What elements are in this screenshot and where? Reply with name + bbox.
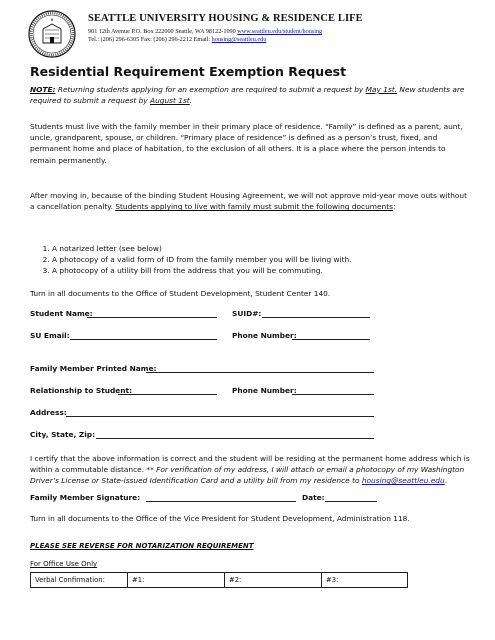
- required-documents-label: Students applying to live with family must submit the following documents: [115, 202, 393, 212]
- address-field[interactable]: [66, 416, 374, 417]
- suid-label: SUID#:: [232, 309, 262, 318]
- verification-instructions: ** For verification of my address, I will attach or email a photocopy of my Washington Driver’s License or State-issued Identification Card and a utility bill from my residence to: [30, 465, 465, 486]
- address-label: Address:: [30, 408, 67, 417]
- office-use-heading: For Office Use Only: [30, 560, 98, 568]
- su-email-field[interactable]: [70, 339, 217, 340]
- list-item: 3. A photocopy of a utility bill from the address that you will be commuting.: [52, 265, 482, 276]
- confirmation-3-cell: #3:: [322, 573, 408, 588]
- organization-name: SEATTLE UNIVERSITY HOUSING & RESIDENCE LIFE: [88, 13, 363, 24]
- contact-block: [88, 28, 322, 44]
- suid-field[interactable]: [262, 317, 370, 318]
- date-field[interactable]: [325, 501, 377, 502]
- certification-text: I certify that the above information is correct and the student will be residing at the permanent home address which is within a commutable distance.: [30, 454, 470, 475]
- confirmation-1-cell: #1:: [128, 573, 225, 588]
- family-signature-field[interactable]: [146, 501, 296, 502]
- table-row: [31, 573, 408, 588]
- required-documents-list: [30, 243, 482, 276]
- student-name-label: Student Name:: [30, 309, 93, 318]
- city-state-zip-field[interactable]: [96, 438, 374, 439]
- note-text: New students are required to submit a request by: [30, 85, 465, 106]
- reverse-notice: PLEASE SEE REVERSE FOR NOTARIZATION REQUIREMENT: [30, 542, 254, 550]
- family-member-name-label: Family Member Printed Name:: [30, 364, 157, 373]
- relationship-field[interactable]: [118, 394, 217, 395]
- note-text: Returning students applying for an exemption are required to submit a request by: [55, 85, 366, 94]
- housing-email-link[interactable]: housing@seattleu.edu: [361, 476, 445, 486]
- phone-number-field[interactable]: [292, 339, 370, 340]
- date-label: Date:: [302, 493, 325, 502]
- certification-text: .: [444, 476, 448, 486]
- mailing-address: 901 12th Avenue P.O. Box 222000 Seattle, WA 98122-1090: [88, 28, 236, 35]
- list-item: 1. A notarized letter (see below): [52, 243, 482, 254]
- turn-in-instructions-vp: Turn in all documents to the Office of the Vice President for Student Development, Administration 118.: [30, 514, 410, 523]
- family-member-name-field[interactable]: [146, 372, 374, 373]
- university-seal-icon: [28, 10, 76, 58]
- verbal-confirmation-cell: Verbal Confirmation:: [31, 573, 128, 588]
- note-label: NOTE:: [30, 85, 56, 94]
- office-use-table: [30, 572, 408, 588]
- policy-paragraph: Students must live with the family member in their primary place of residence. “Family” is defined as a parent, aunt, uncle, grandparent, spouse, or children. “Primary place of residence” is defined as a person’s trust, fixed, and permanent home and place of habitation, to the exclusion of all others. It is a place where the person intends to remain permanently.: [30, 122, 463, 165]
- phone-fax-line: Tel.: (206) 296-6305 Fax: (206) 296-2212 Email:: [88, 36, 211, 43]
- list-item: 2. A photocopy of a valid form of ID from the family member you will be living with.: [52, 254, 482, 265]
- student-name-field[interactable]: [87, 317, 217, 318]
- moving-text: :: [392, 202, 396, 212]
- note-text: .: [189, 96, 193, 106]
- deadline-note: [30, 84, 470, 106]
- family-signature-label: Family Member Signature:: [30, 493, 141, 502]
- website-link[interactable]: www.seattleu.edu/student/housing: [237, 28, 323, 35]
- city-state-zip-label: City, State, Zip:: [30, 430, 96, 439]
- relationship-label: Relationship to Student:: [30, 386, 133, 395]
- family-phone-number-label: Phone Number:: [232, 386, 297, 395]
- family-phone-number-field[interactable]: [292, 394, 374, 395]
- confirmation-2-cell: #2:: [225, 573, 322, 588]
- su-email-label: SU Email:: [30, 331, 70, 340]
- email-link[interactable]: housing@seattleu.edu: [211, 36, 267, 43]
- moving-paragraph: [30, 190, 470, 212]
- new-student-deadline: August 1st: [150, 96, 190, 106]
- certification-paragraph: [30, 453, 470, 487]
- turn-in-instructions: Turn in all documents to the Office of Student Development, Student Center 140.: [30, 289, 331, 298]
- returning-deadline: May 1st.: [365, 85, 398, 94]
- phone-number-label: Phone Number:: [232, 331, 297, 340]
- moving-text: After moving in, because of the binding Student Housing Agreement, we will not approve mid-year move outs without a cancellation penalty.: [30, 191, 468, 212]
- page-title: Residential Requirement Exemption Request: [30, 64, 347, 79]
